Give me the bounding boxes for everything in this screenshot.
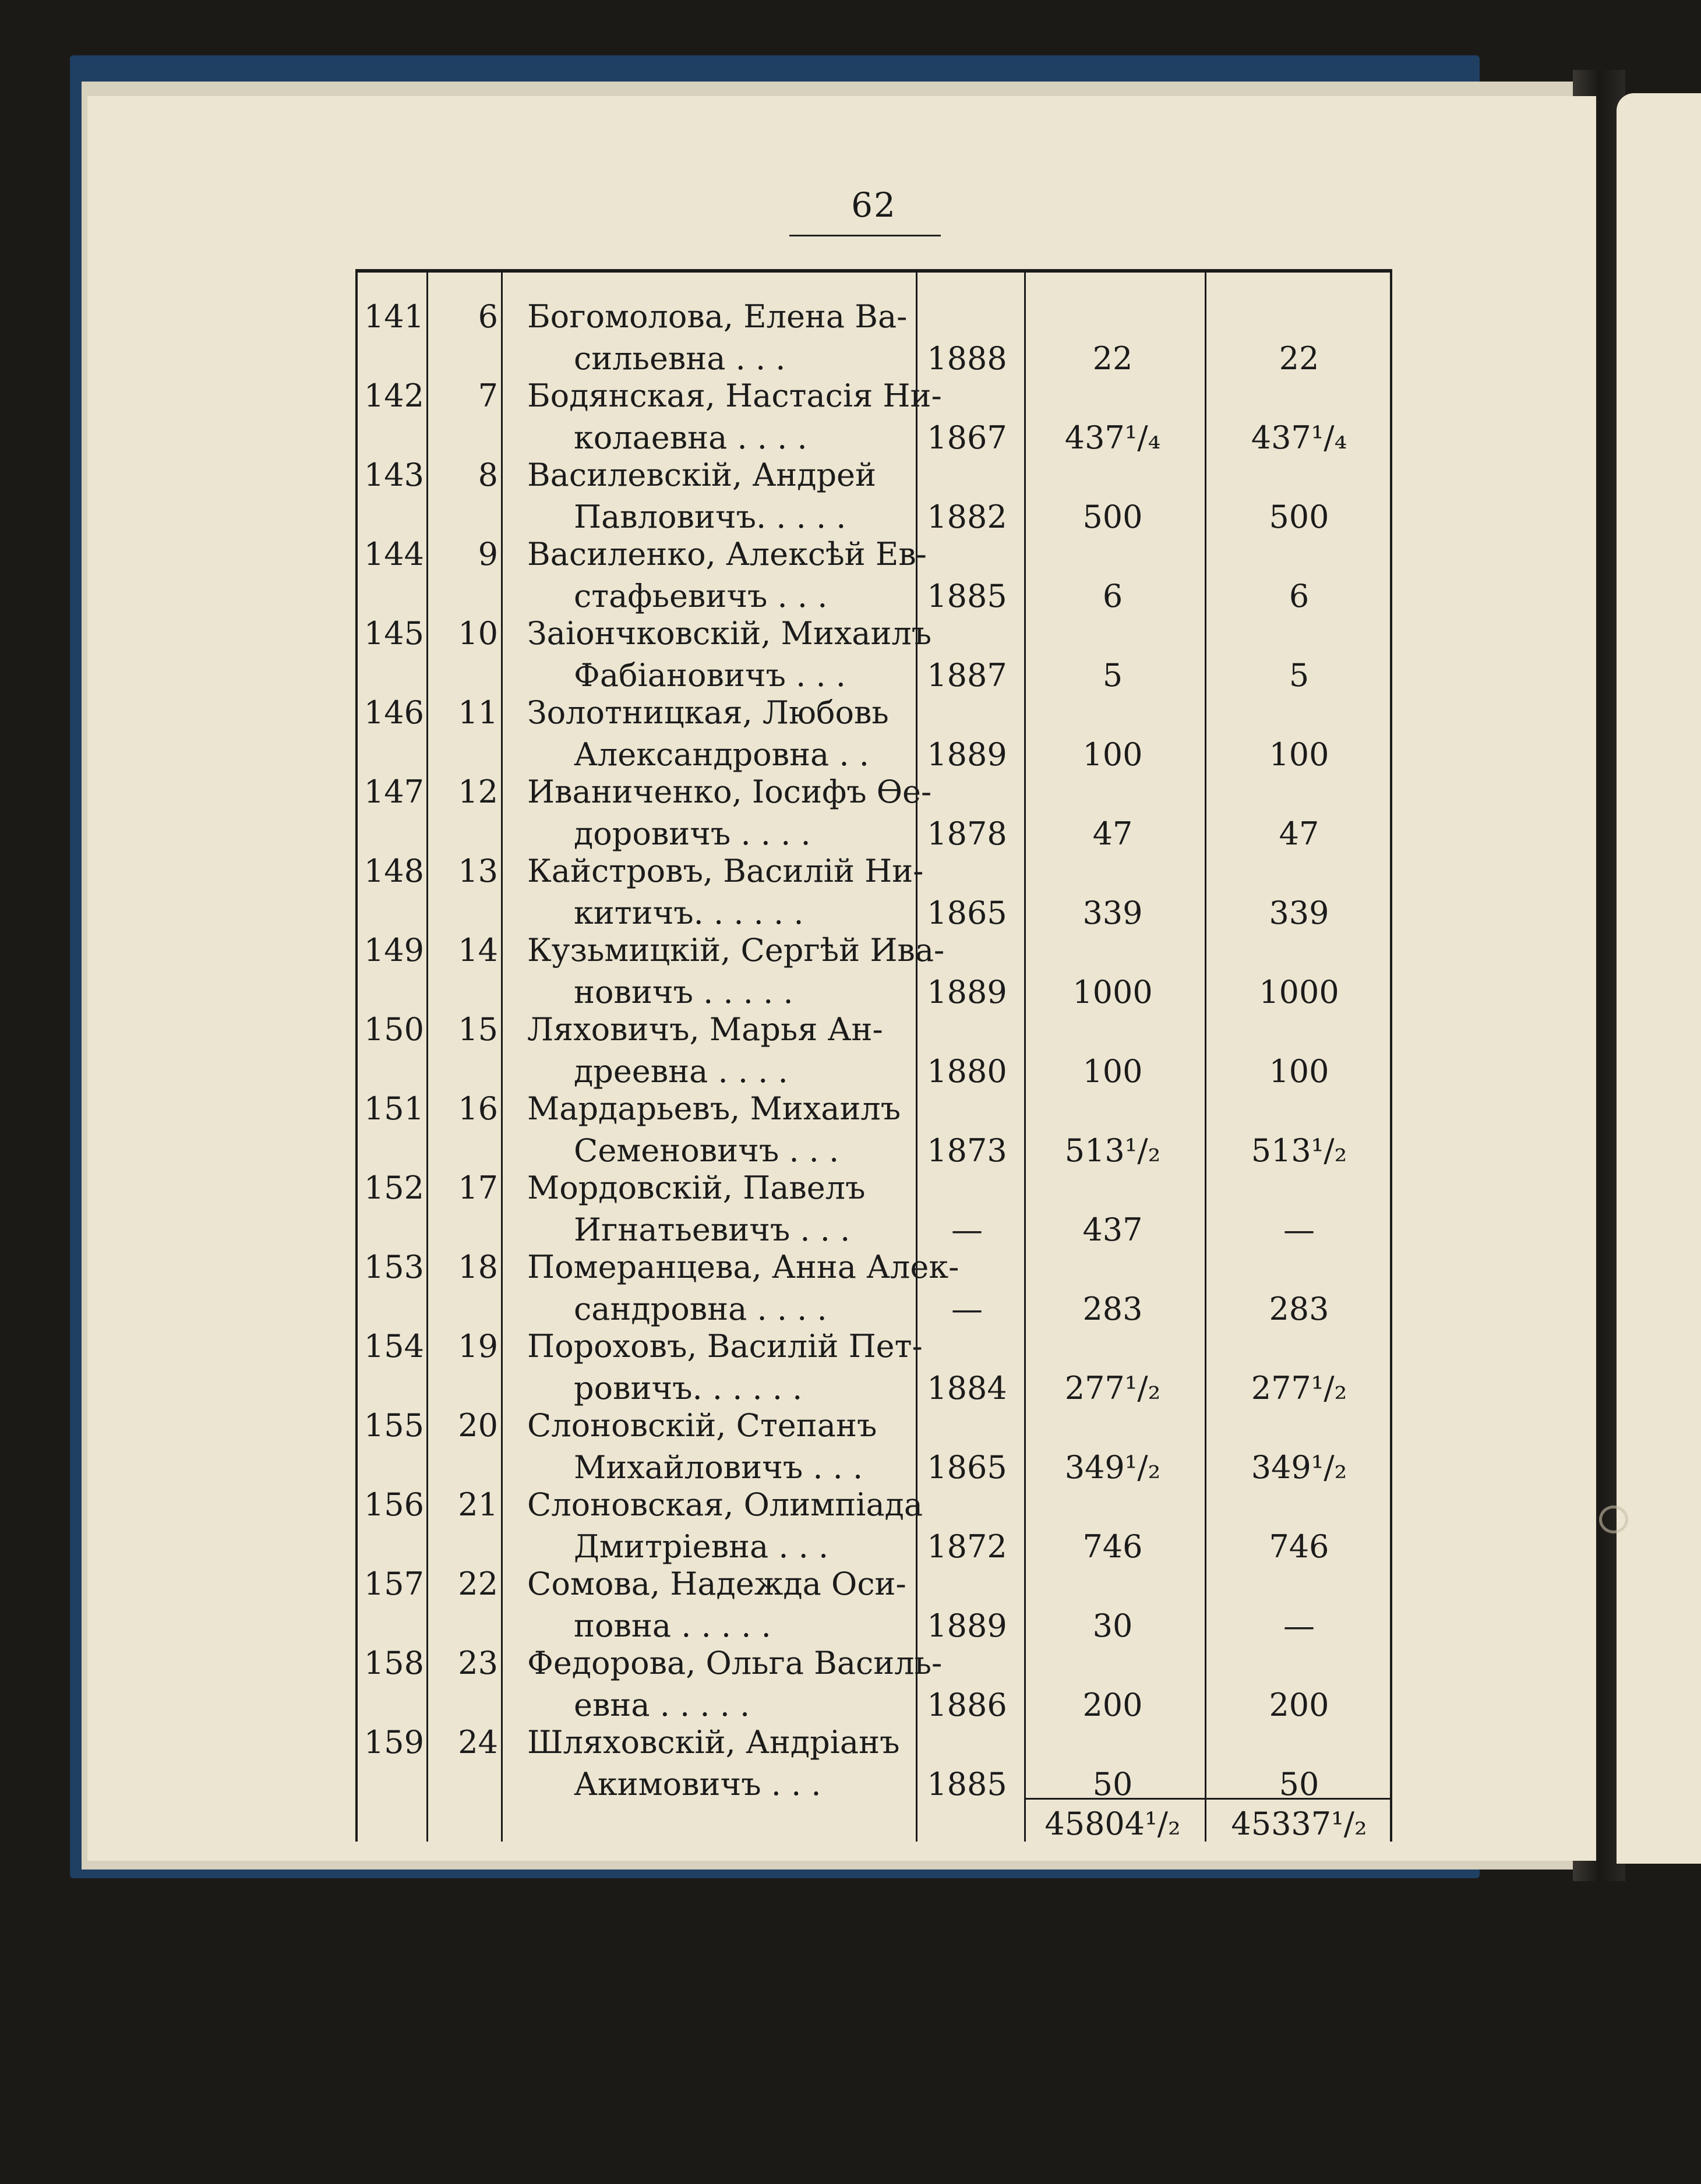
entry-name: Слоновскій, Степанъ [527, 1407, 877, 1444]
entry-year: 1889 [927, 736, 1007, 773]
entry-amount-a: 513¹/₂ [1064, 1132, 1161, 1169]
entry-number: 143 [364, 457, 424, 493]
entry-year: 1872 [927, 1528, 1007, 1565]
entry-name-continued: Павловичъ. . . . . [574, 499, 846, 535]
entry-name: Бодянская, Настасія Ни- [527, 377, 942, 414]
entry-name-continued: доровичъ . . . . [574, 815, 811, 852]
entry-year: 1885 [927, 1766, 1007, 1803]
table-row [355, 980, 1392, 1090]
entry-year: 1878 [927, 815, 1007, 852]
entry-amount-b: — [1283, 1607, 1315, 1644]
entry-amount-a: 277¹/₂ [1064, 1370, 1161, 1406]
entry-amount-a: 437¹/₄ [1064, 419, 1161, 456]
table-row [355, 504, 1392, 614]
entry-year: — [951, 1211, 983, 1248]
entry-name: Шляховскій, Андріанъ [527, 1724, 900, 1761]
entry-year: 1873 [927, 1132, 1007, 1169]
entry-year: 1867 [927, 419, 1007, 456]
entry-amount-a: 746 [1082, 1528, 1143, 1565]
table-row [355, 1613, 1392, 1723]
entry-name-continued: Игнатьевичъ . . . [574, 1211, 850, 1248]
entry-subnumber: 20 [458, 1407, 498, 1444]
entry-subnumber: 15 [458, 1011, 498, 1048]
entry-amount-a: 349¹/₂ [1064, 1449, 1161, 1486]
entry-subnumber: 8 [478, 457, 498, 493]
entry-subnumber: 21 [458, 1486, 498, 1523]
entry-amount-a: 6 [1102, 578, 1123, 614]
entry-subnumber: 22 [458, 1565, 498, 1602]
entry-amount-a: 1000 [1072, 974, 1153, 1010]
table-row [355, 1376, 1392, 1486]
entry-amount-b: 349¹/₂ [1251, 1449, 1347, 1486]
ledger-table [355, 269, 1392, 1842]
entry-name: Слоновская, Олимпіада [527, 1486, 923, 1523]
entry-year: 1889 [927, 1607, 1007, 1644]
table-row [355, 346, 1392, 456]
entry-subnumber: 11 [458, 694, 498, 731]
table-row [355, 1138, 1392, 1248]
entry-name: Пороховъ, Василій Пет- [527, 1328, 923, 1365]
entry-name-continued: повна . . . . . [574, 1607, 771, 1644]
table-row [355, 425, 1392, 535]
entry-subnumber: 12 [458, 773, 498, 810]
table-row [355, 900, 1392, 1010]
entry-name-continued: евна . . . . . [574, 1687, 750, 1723]
entry-name-continued: сандровна . . . . [574, 1291, 827, 1327]
entry-number: 153 [364, 1249, 424, 1285]
table-row [355, 1217, 1392, 1327]
entry-amount-b: 513¹/₂ [1251, 1132, 1347, 1169]
entry-number: 148 [364, 853, 424, 889]
entry-amount-b: 746 [1269, 1528, 1329, 1565]
entry-year: 1865 [927, 895, 1007, 931]
entry-number: 141 [364, 298, 424, 335]
entry-amount-b: — [1283, 1211, 1315, 1248]
page-number: 62 [851, 185, 897, 225]
table-row [355, 1296, 1392, 1406]
entry-amount-b: 100 [1269, 1053, 1329, 1090]
entry-amount-b: 277¹/₂ [1251, 1370, 1347, 1406]
entry-number: 156 [364, 1486, 424, 1523]
entry-name: Василевскій, Андрей [527, 457, 877, 493]
entry-year: 1880 [927, 1053, 1007, 1090]
total-b: 45337¹/₂ [1231, 1805, 1367, 1842]
entry-subnumber: 9 [478, 536, 498, 572]
entry-year: — [951, 1291, 983, 1327]
entry-number: 159 [364, 1724, 424, 1761]
table-row [355, 1059, 1392, 1169]
entry-name: Померанцева, Анна Алек- [527, 1249, 959, 1285]
entry-number: 150 [364, 1011, 424, 1048]
entry-amount-a: 283 [1082, 1291, 1143, 1327]
entry-amount-a: 5 [1102, 657, 1123, 694]
table-row [355, 1692, 1392, 1803]
entry-amount-a: 339 [1082, 895, 1143, 931]
entry-amount-a: 30 [1092, 1607, 1133, 1644]
entry-amount-a: 100 [1082, 736, 1143, 773]
entry-number: 154 [364, 1328, 424, 1365]
ink-blot [1599, 1506, 1628, 1533]
entry-name: Василенко, Алексѣй Ев- [527, 536, 927, 572]
entry-number: 147 [364, 773, 424, 810]
table-row [355, 1455, 1392, 1565]
entry-name-continued: дреевна . . . . [574, 1053, 788, 1090]
entry-name: Ляховичъ, Марья Ан- [527, 1011, 883, 1048]
entry-subnumber: 23 [458, 1645, 498, 1681]
page-number-rule [789, 235, 941, 236]
entry-amount-a: 50 [1092, 1766, 1133, 1803]
table-row [355, 821, 1392, 931]
entry-name-continued: Фабіановичъ . . . [574, 657, 846, 694]
entry-subnumber: 6 [478, 298, 498, 335]
entry-year: 1884 [927, 1370, 1007, 1406]
entry-amount-b: 100 [1269, 736, 1329, 773]
entry-name: Сомова, Надежда Оси- [527, 1565, 906, 1602]
entry-number: 144 [364, 536, 424, 572]
entry-number: 155 [364, 1407, 424, 1444]
entry-number: 142 [364, 377, 424, 414]
entry-year: 1887 [927, 657, 1007, 694]
entry-amount-b: 47 [1279, 815, 1319, 852]
entry-name: Заіончковскій, Михаилъ [527, 615, 932, 652]
entry-amount-b: 200 [1269, 1687, 1329, 1723]
entry-name-continued: Акимовичъ . . . [574, 1766, 821, 1803]
entry-name-continued: колаевна . . . . [574, 419, 807, 456]
entry-name-continued: Дмитріевна . . . [574, 1528, 829, 1565]
entry-number: 151 [364, 1090, 424, 1127]
entry-subnumber: 18 [458, 1249, 498, 1285]
entry-name-continued: стафьевичъ . . . [574, 578, 828, 614]
entry-year: 1885 [927, 578, 1007, 614]
entry-name: Кузьмицкій, Сергѣй Ива- [527, 932, 945, 969]
entry-amount-a: 22 [1092, 340, 1133, 377]
entry-subnumber: 19 [458, 1328, 498, 1365]
entry-amount-b: 500 [1269, 499, 1329, 535]
entry-amount-a: 437 [1082, 1211, 1143, 1248]
table-row [355, 584, 1392, 694]
entry-name: Мордовскій, Павелъ [527, 1169, 866, 1206]
entry-year: 1882 [927, 499, 1007, 535]
table-row [355, 1534, 1392, 1644]
entry-amount-b: 437¹/₄ [1251, 419, 1347, 456]
entry-year: 1865 [927, 1449, 1007, 1486]
entry-name-continued: Михайловичъ . . . [574, 1449, 863, 1486]
table-row [355, 663, 1392, 773]
entry-number: 146 [364, 694, 424, 731]
total-a: 45804¹/₂ [1044, 1805, 1181, 1842]
entry-name-continued: сильевна . . . [574, 340, 786, 377]
entry-number: 158 [364, 1645, 424, 1681]
entry-name: Мардарьевъ, Михаилъ [527, 1090, 901, 1127]
entry-subnumber: 17 [458, 1169, 498, 1206]
entry-amount-b: 6 [1289, 578, 1310, 614]
right-page-edge [1617, 93, 1701, 1864]
entry-amount-a: 47 [1092, 815, 1133, 852]
entry-year: 1888 [927, 340, 1007, 377]
entry-amount-b: 339 [1269, 895, 1329, 931]
entry-name-continued: Семеновичъ . . . [574, 1132, 839, 1169]
entry-amount-b: 50 [1279, 1766, 1319, 1803]
entry-amount-a: 500 [1082, 499, 1143, 535]
entry-year: 1886 [927, 1687, 1007, 1723]
entry-subnumber: 7 [478, 377, 498, 414]
entry-amount-b: 22 [1279, 340, 1319, 377]
entry-amount-b: 1000 [1259, 974, 1339, 1010]
entry-amount-a: 100 [1082, 1053, 1143, 1090]
entry-name: Федорова, Ольга Василь- [527, 1645, 943, 1681]
entry-name-continued: ровичъ. . . . . . [574, 1370, 803, 1406]
entry-subnumber: 24 [458, 1724, 498, 1761]
entry-name-continued: Александровна . . [574, 736, 869, 773]
entry-name: Золотницкая, Любовь [527, 694, 889, 731]
entry-number: 152 [364, 1169, 424, 1206]
entry-subnumber: 13 [458, 853, 498, 889]
entry-year: 1889 [927, 974, 1007, 1010]
entry-name: Богомолова, Елена Ва- [527, 298, 908, 335]
entry-name-continued: новичъ . . . . . [574, 974, 793, 1010]
entry-number: 145 [364, 615, 424, 652]
table-row [355, 742, 1392, 852]
entry-amount-a: 200 [1082, 1687, 1143, 1723]
entry-subnumber: 14 [458, 932, 498, 969]
entry-amount-b: 5 [1289, 657, 1310, 694]
entry-amount-b: 283 [1269, 1291, 1329, 1327]
entry-name: Иваниченко, Іосифъ Ѳе- [527, 773, 932, 810]
entry-number: 157 [364, 1565, 424, 1602]
table-row [355, 267, 1392, 377]
entry-number: 149 [364, 932, 424, 969]
entry-name-continued: китичъ. . . . . . [574, 895, 804, 931]
entry-subnumber: 10 [458, 615, 498, 652]
entry-name: Кайстровъ, Василій Ни- [527, 853, 924, 889]
entry-subnumber: 16 [458, 1090, 498, 1127]
